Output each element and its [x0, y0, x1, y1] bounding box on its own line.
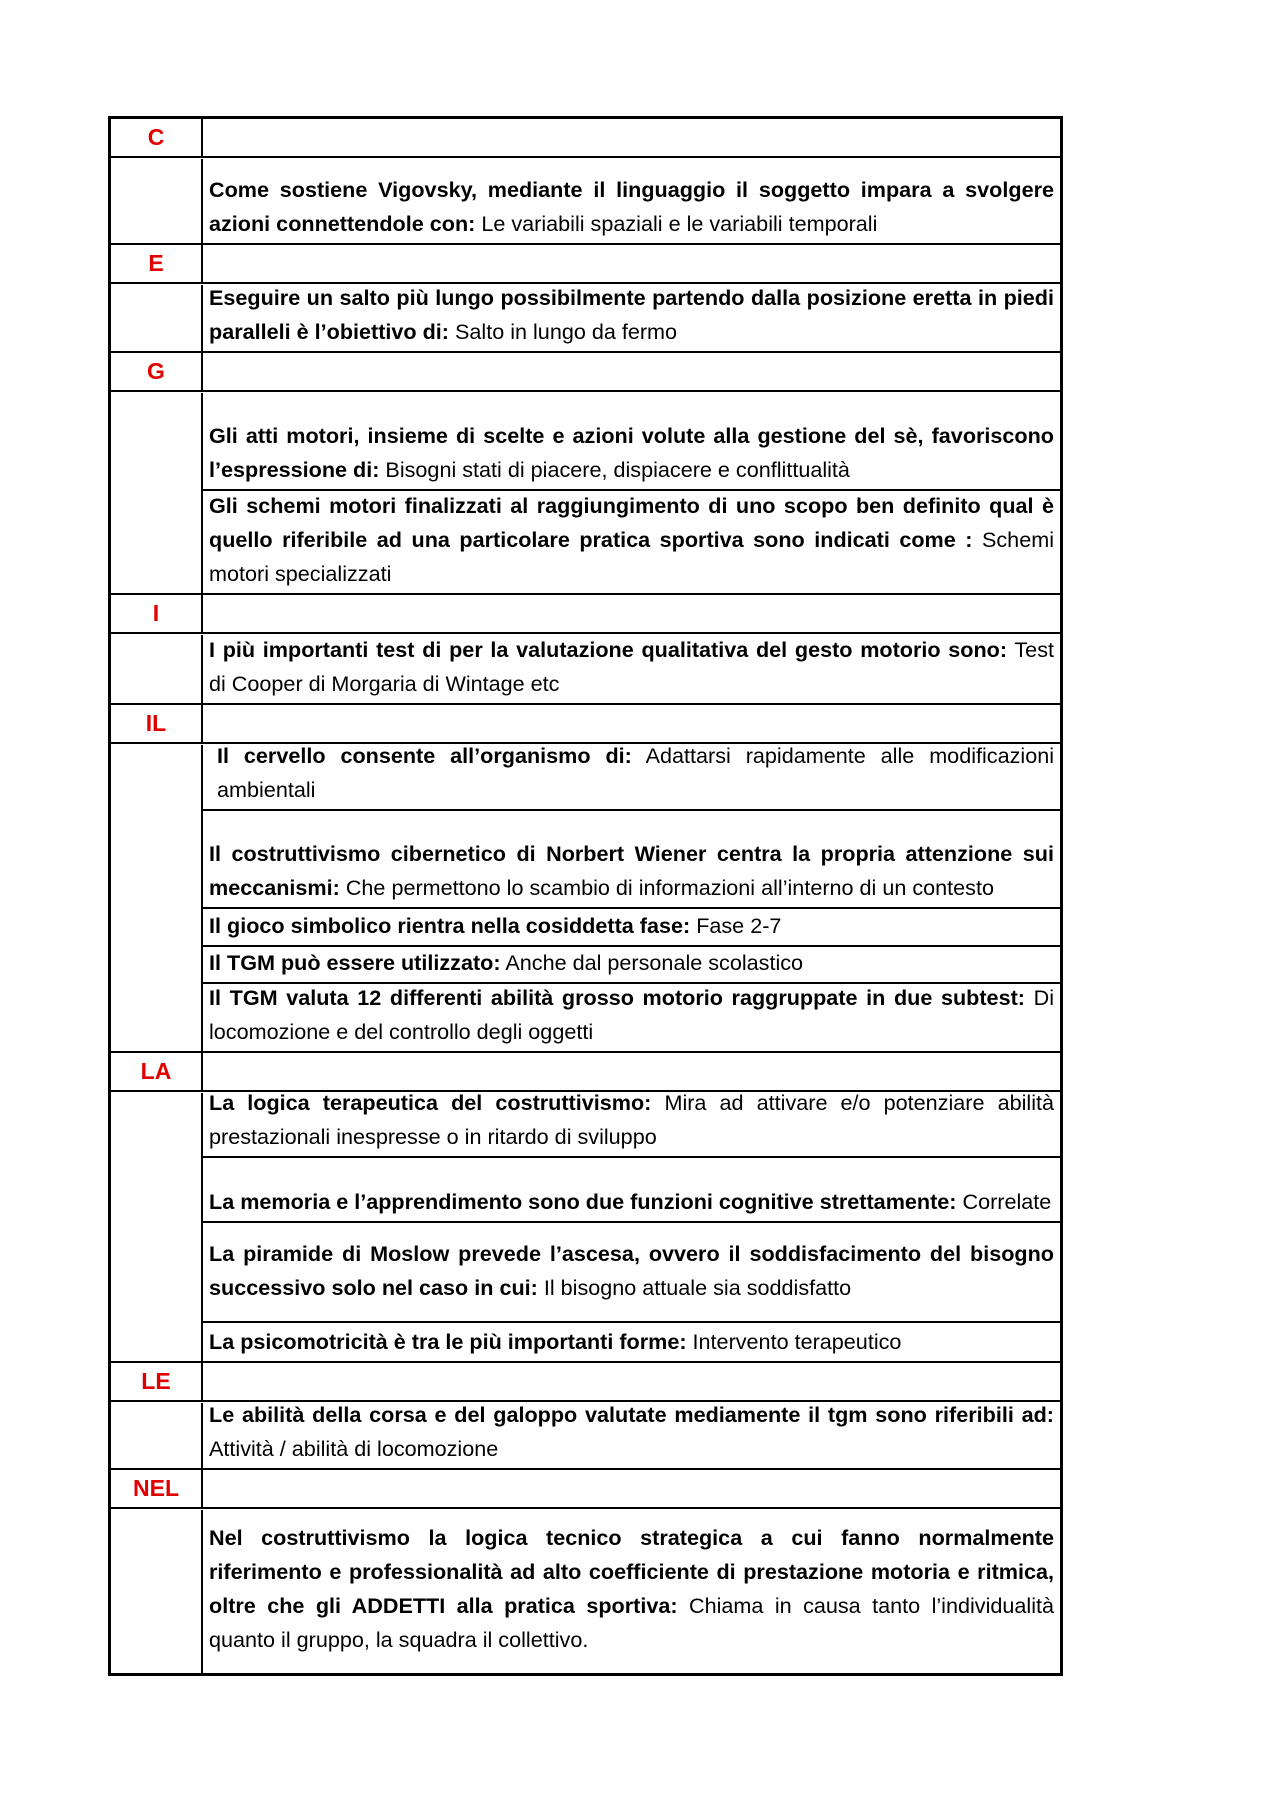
- section-header-blank: [203, 353, 1060, 392]
- entry-answer: Bisogni stati di piacere, dispiacere e conflittualità: [385, 456, 850, 482]
- section-header-blank: [203, 245, 1060, 284]
- section-letter-la: LA: [111, 1053, 203, 1092]
- entry-answer: Di locomozione e del controllo degli oggetti: [209, 984, 1055, 1044]
- entry-answer: Il bisogno attuale sia soddisfatto: [543, 1274, 852, 1300]
- entry-question: Il TGM può essere utilizzato:: [209, 949, 501, 975]
- glossary-table: [108, 116, 1063, 1676]
- entry-question: La memoria e l’apprendimento sono due funzioni cognitive strettamente:: [209, 1188, 957, 1214]
- section-entries-le: [203, 1403, 1060, 1471]
- section-entries-il: [203, 742, 1060, 1054]
- section-left-blank: [111, 1510, 203, 1674]
- entry: [203, 1223, 1060, 1323]
- entry-question: Il costruttivismo cibernetico di Norbert Wiener centra la propria attenzione sui meccanismi:: [209, 840, 1054, 900]
- entry: [203, 742, 1060, 811]
- entry-answer: Test di Cooper di Morgaria di Wintage etc: [209, 636, 1054, 696]
- entry-question: Come sostiene Vigovsky, mediante il linguaggio il soggetto impara a svolgere azioni connettendole con:: [209, 176, 1054, 236]
- entry: [203, 947, 1060, 984]
- section-left-blank: [111, 285, 203, 354]
- entry-question: La piramide di Moslow prevede l’ascesa, ovvero il soddisfacimento del bisogno successivo solo nel caso in cui:: [209, 1240, 1054, 1300]
- entry-question: La psicomotricità è tra le più importanti forme:: [209, 1328, 687, 1354]
- entry-answer: Intervento terapeutico: [692, 1328, 902, 1354]
- section-left-blank: [111, 1403, 203, 1471]
- entry-question: La logica terapeutica del costruttivismo:: [209, 1089, 652, 1115]
- entry: [203, 811, 1060, 909]
- entry: [203, 909, 1060, 947]
- entry-answer: Salto in lungo da fermo: [454, 318, 678, 344]
- section-entries-nel: [203, 1510, 1060, 1674]
- section-letter-i: I: [111, 595, 203, 634]
- section-letter-c: C: [111, 119, 203, 158]
- entry-answer: Anche dal personale scolastico: [505, 949, 804, 975]
- section-left-blank: [111, 1093, 203, 1364]
- section-left-blank: [111, 745, 203, 1054]
- entry: [203, 1323, 1060, 1361]
- entry-answer: Chiama in causa tanto l’individualità quanto il gruppo, la squadra il collettivo.: [209, 1592, 1055, 1652]
- section-letter-nel: NEL: [111, 1470, 203, 1509]
- entry-answer: Mira ad attivare e/o potenziare abilità prestazionali inespresse o in ritardo di sviluppo: [209, 1089, 1055, 1149]
- section-entries-e: [203, 285, 1060, 354]
- section-letter-le: LE: [111, 1363, 203, 1402]
- entry-answer: Attività / abilità di locomozione: [209, 1435, 499, 1461]
- entry-question: Il gioco simbolico rientra nella cosiddetta fase:: [209, 912, 691, 938]
- entry: [203, 491, 1060, 593]
- section-header-blank: [203, 119, 1060, 158]
- entry-answer: Che permettono lo scambio di informazioni all’interno di un contesto: [345, 874, 994, 900]
- section-left-blank: [111, 393, 203, 596]
- section-entries-la: [203, 1089, 1060, 1364]
- entry: [203, 984, 1060, 1051]
- section-entries-c: [203, 159, 1060, 246]
- section-entries-i: [203, 635, 1060, 706]
- entry-question: Eseguire un salto più lungo possibilmente partendo dalla posizione eretta in piedi paralleli è l’obiettivo di:: [209, 284, 1054, 344]
- entry-question: Il TGM valuta 12 differenti abilità grosso motorio raggruppate in due subtest:: [209, 984, 1025, 1010]
- section-left-blank: [111, 159, 203, 246]
- section-left-blank: [111, 635, 203, 706]
- entry-answer: Le variabili spaziali e le variabili temporali: [481, 210, 878, 236]
- section-letter-il: IL: [111, 705, 203, 744]
- entry-answer: Adattarsi rapidamente alle modificazioni ambientali: [217, 742, 1055, 802]
- entry: [203, 159, 1060, 243]
- section-letter-g: G: [111, 353, 203, 392]
- entry-question: Le abilità della corsa e del galoppo valutate mediamente il tgm sono riferibili ad:: [209, 1401, 1054, 1427]
- section-letter-e: E: [111, 245, 203, 284]
- entry: [203, 635, 1060, 703]
- section-entries-g: [203, 393, 1060, 596]
- entry-question: I più importanti test di per la valutazione qualitativa del gesto motorio sono:: [209, 636, 1008, 662]
- entry: [203, 1089, 1060, 1158]
- entry-question: Il cervello consente all’organismo di:: [217, 742, 632, 768]
- entry-answer: Schemi motori specializzati: [209, 526, 1054, 586]
- entry-answer: Correlate: [962, 1188, 1052, 1214]
- entry-question: Gli schemi motori finalizzati al raggiungimento di uno scopo ben definito qual è quello riferibile ad una particolare pratica sportiva sono indicati come :: [209, 492, 1054, 552]
- section-header-blank: [203, 1363, 1060, 1402]
- entry: [203, 1158, 1060, 1223]
- entry-question: Nel costruttivismo la logica tecnico strategica a cui fanno normalmente riferimento e professionalità ad alto coefficiente di prestazione motoria e ritmica, oltre che gli ADDETTI alla pratica sportiva:: [209, 1524, 1054, 1618]
- entry: [203, 285, 1060, 351]
- section-header-blank: [203, 595, 1060, 634]
- section-header-blank: [203, 1470, 1060, 1509]
- entry: [203, 1510, 1060, 1673]
- entry-answer: Fase 2-7: [696, 912, 782, 938]
- entry-question: Gli atti motori, insieme di scelte e azioni volute alla gestione del sè, favoriscono l’espressione di:: [209, 422, 1054, 482]
- entry: [203, 393, 1060, 491]
- entry: [203, 1403, 1060, 1468]
